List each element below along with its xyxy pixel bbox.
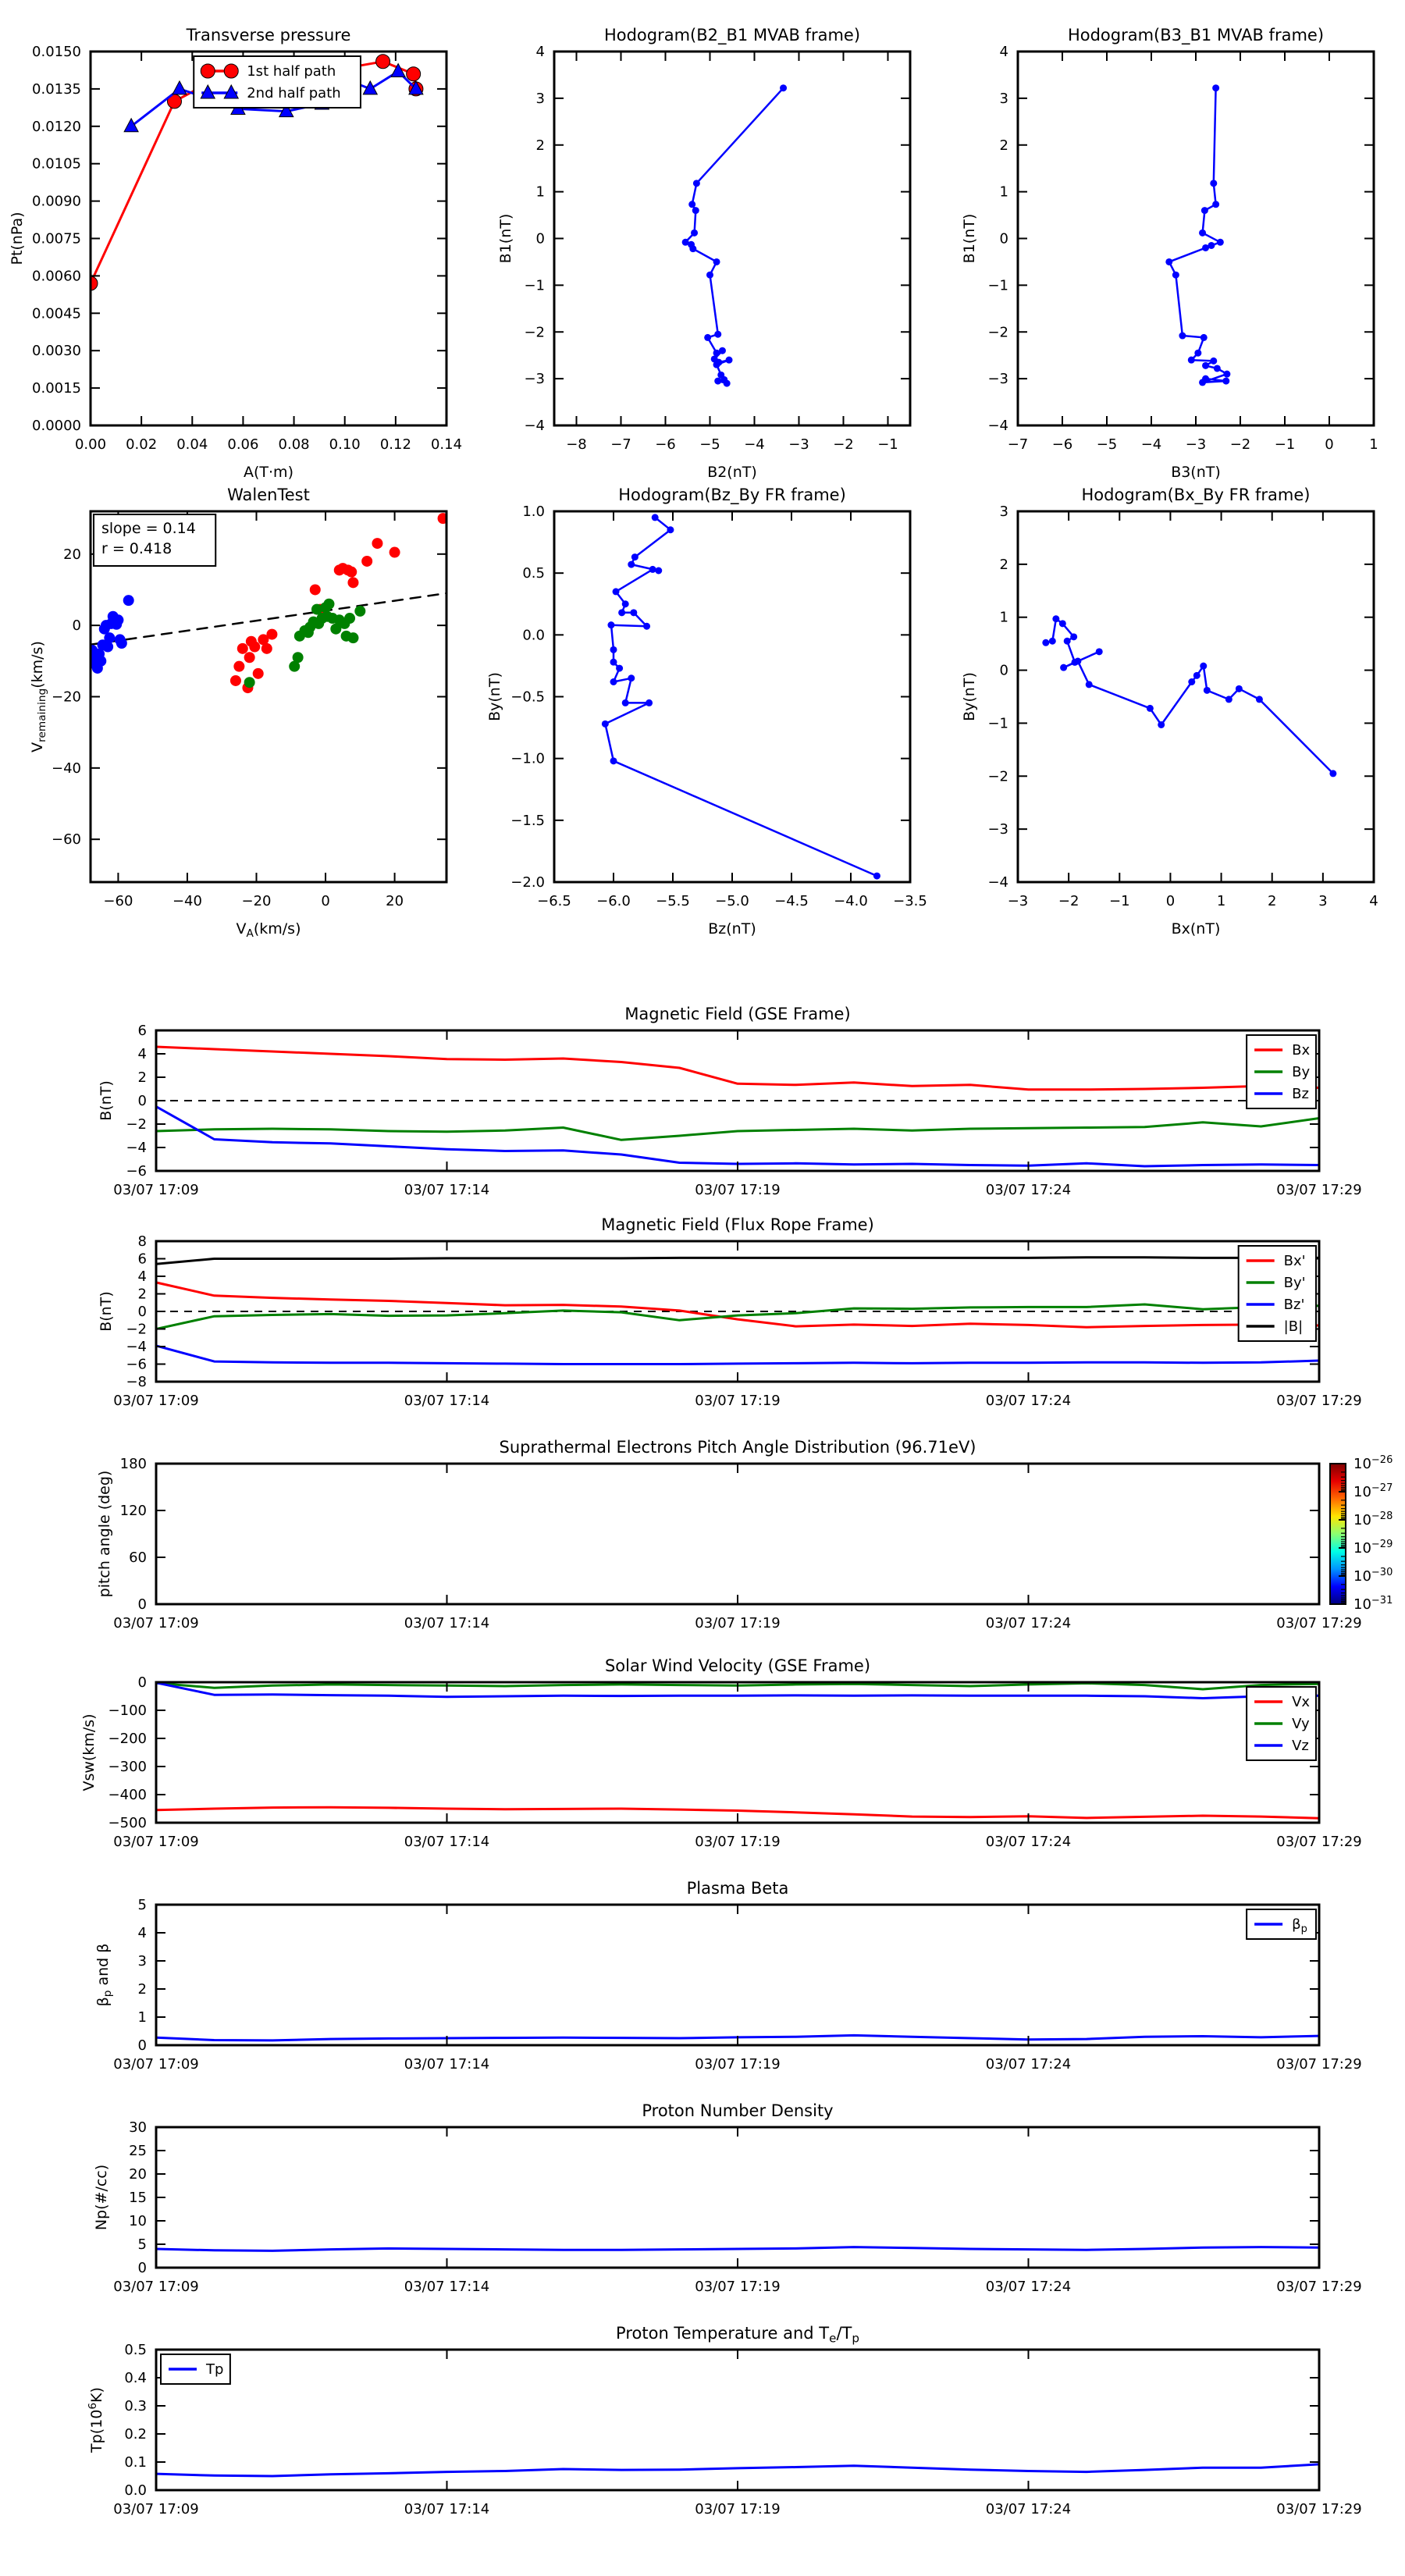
panel-walen-test [8,468,476,956]
magnetic-field-gse-chart [8,982,1405,1201]
svg-text:0.02: 0.02 [126,436,158,453]
svg-text:B(nT): B(nT) [98,1291,115,1332]
svg-text:15: 15 [129,2190,147,2206]
svg-text:−2: −2 [1229,436,1251,453]
svg-text:60: 60 [129,1550,147,1566]
svg-text:Plasma Beta: Plasma Beta [686,1879,789,1898]
svg-text:3: 3 [1318,893,1328,909]
svg-text:5: 5 [137,2236,147,2253]
svg-text:0.12: 0.12 [379,436,411,453]
svg-text:2: 2 [999,137,1008,154]
svg-text:−2: −2 [987,324,1008,341]
svg-text:4: 4 [535,44,545,60]
svg-text:−1: −1 [987,277,1008,294]
svg-text:−6: −6 [655,436,676,453]
svg-text:10−29: $10^{-29}$ [1353,1539,1393,1557]
svg-text:By(nT): By(nT) [961,672,978,721]
panel-pitch-angle-distribution [8,1415,1405,1634]
svg-text:0.0075: 0.0075 [32,230,81,247]
svg-text:1: 1 [999,183,1008,201]
svg-text:−8: −8 [566,436,587,453]
svg-text:4: 4 [1369,893,1378,909]
svg-text:B3(nT): B3(nT) [1171,464,1221,481]
svg-text:−4: −4 [987,418,1008,434]
svg-text:−7: −7 [1007,436,1029,453]
svg-text:4: 4 [137,1268,147,1285]
svg-text:−3: −3 [987,371,1008,388]
svg-text:0: 0 [999,662,1008,679]
svg-text:B1(nT): B1(nT) [961,213,978,264]
svg-text:03/07 17:09: 03/07 17:09 [113,2501,199,2517]
svg-text:0.14: 0.14 [430,436,463,453]
svg-text:−8: −8 [126,1374,147,1390]
panel-plasma-beta [8,1856,1405,2075]
svg-text:−5.5: −5.5 [656,893,690,909]
svg-text:1: 1 [137,2009,147,2026]
svg-text:20: 20 [63,546,81,563]
svg-text:3: 3 [535,90,545,107]
svg-text:4: 4 [999,44,1008,60]
svg-text:r = 0.418: r = 0.418 [101,540,173,557]
svg-text:03/07 17:29: 03/07 17:29 [1276,1834,1362,1850]
svg-text:6: 6 [137,1023,147,1039]
svg-text:0.0150: 0.0150 [32,44,81,60]
svg-text:0.04: 0.04 [176,436,208,453]
panel-transverse-pressure [8,8,476,486]
svg-text:10−28: $10^{-28}$ [1353,1510,1393,1528]
svg-text:−500: −500 [108,1815,147,1831]
plasma-beta-chart [8,1856,1405,2075]
svg-text:−4: −4 [744,436,765,453]
svg-text:03/07 17:19: 03/07 17:19 [695,2279,781,2295]
svg-text:03/07 17:14: 03/07 17:14 [404,2501,490,2517]
svg-text:Bz': Bz' [1283,1297,1305,1313]
svg-text:−6: −6 [126,1163,147,1179]
svg-text:−2: −2 [524,324,545,341]
svg-text:0.5: 0.5 [522,565,545,582]
svg-text:0.0135: 0.0135 [32,80,81,98]
svg-text:03/07 17:14: 03/07 17:14 [404,1834,490,1850]
svg-text:03/07 17:09: 03/07 17:09 [113,2279,199,2295]
svg-text:03/07 17:29: 03/07 17:29 [1276,2279,1362,2295]
svg-text:−2: −2 [126,1321,147,1338]
svg-text:03/07 17:24: 03/07 17:24 [985,1615,1072,1631]
svg-text:Vz: Vz [1292,1738,1309,1754]
svg-text:0: 0 [321,893,330,909]
svg-text:0.3: 0.3 [124,2398,147,2414]
svg-text:−5: −5 [1096,436,1118,453]
svg-text:−4: −4 [987,874,1008,891]
svg-text:Suprathermal Electrons Pitch A: Suprathermal Electrons Pitch Angle Distribution (96.71eV) [499,1438,976,1457]
svg-text:By: By [1292,1064,1311,1080]
svg-text:Np(#/cc): Np(#/cc) [93,2164,110,2231]
svg-text:0.4: 0.4 [124,2370,147,2386]
svg-text:−1: −1 [987,715,1008,732]
svg-text:03/07 17:19: 03/07 17:19 [695,1182,781,1198]
svg-text:Bx(nT): Bx(nT) [1171,920,1221,938]
svg-text:−60: −60 [103,893,133,909]
svg-text:03/07 17:09: 03/07 17:09 [113,1615,199,1631]
svg-text:1: 1 [1369,436,1378,453]
svg-text:03/07 17:19: 03/07 17:19 [695,1615,781,1631]
svg-text:−4: −4 [126,1339,147,1355]
svg-text:slope = 0.14: slope = 0.14 [101,520,196,537]
svg-text:03/07 17:29: 03/07 17:29 [1276,2501,1362,2517]
svg-text:0: 0 [137,1674,147,1691]
walen-test-chart [8,468,476,956]
svg-text:−4.0: −4.0 [834,893,868,909]
svg-text:10−31: $10^{-31}$ [1353,1595,1393,1613]
svg-text:0: 0 [137,1596,147,1613]
svg-text:−6: −6 [1051,436,1073,453]
svg-text:03/07 17:24: 03/07 17:24 [985,2279,1072,2295]
svg-text:03/07 17:14: 03/07 17:14 [404,1393,490,1409]
svg-text:0.0030: 0.0030 [32,343,81,360]
svg-text:03/07 17:09: 03/07 17:09 [113,1393,199,1409]
svg-text:0.0060: 0.0060 [32,268,81,285]
svg-text:−20: −20 [241,893,272,909]
svg-text:A(T·m): A(T·m) [244,464,293,481]
svg-text:1st half path: 1st half path [247,63,336,80]
svg-text:−40: −40 [52,760,81,777]
svg-text:|B|: |B| [1283,1318,1304,1335]
svg-text:−2.0: −2.0 [510,874,545,891]
svg-text:03/07 17:24: 03/07 17:24 [985,1182,1072,1198]
svg-text:B1(nT): B1(nT) [497,213,514,264]
panel-hodogram-bz-by [471,468,940,956]
svg-text:−1: −1 [877,436,898,453]
svg-text:2: 2 [999,556,1008,573]
svg-text:−4.5: −4.5 [774,893,809,909]
svg-text:−1: −1 [524,277,545,294]
svg-text:03/07 17:29: 03/07 17:29 [1276,2056,1362,2073]
svg-text:0.1: 0.1 [124,2454,147,2471]
svg-text:−4: −4 [1140,436,1162,453]
svg-text:10−30: $10^{-30}$ [1353,1567,1393,1585]
svg-text:Transverse pressure: Transverse pressure [186,26,351,44]
svg-text:2: 2 [1267,893,1277,909]
svg-text:−3: −3 [524,371,545,388]
svg-text:03/07 17:29: 03/07 17:29 [1276,1615,1362,1631]
svg-text:03/07 17:24: 03/07 17:24 [985,1834,1072,1850]
svg-text:−3: −3 [1185,436,1207,453]
svg-text:0.0: 0.0 [124,2482,147,2499]
svg-text:Pt(nPa): Pt(nPa) [9,212,26,265]
svg-text:−40: −40 [172,893,202,909]
svg-text:0: 0 [1325,436,1334,453]
svg-text:03/07 17:14: 03/07 17:14 [404,2279,490,2295]
svg-text:Magnetic Field (Flux Rope Fram: Magnetic Field (Flux Rope Frame) [601,1215,874,1234]
panel-magnetic-field-gse [8,982,1405,1201]
svg-text:WalenTest: WalenTest [227,486,310,504]
svg-text:Hodogram(B3_B1 MVAB frame): Hodogram(B3_B1 MVAB frame) [1067,26,1325,44]
svg-text:03/07 17:19: 03/07 17:19 [695,2501,781,2517]
svg-text:2: 2 [137,1981,147,1998]
svg-text:6: 6 [137,1251,147,1268]
svg-text:0: 0 [999,230,1008,247]
svg-text:4: 4 [137,1046,147,1062]
svg-text:Magnetic Field (GSE Frame): Magnetic Field (GSE Frame) [624,1005,851,1023]
svg-text:2: 2 [535,137,545,154]
svg-text:−20: −20 [52,688,81,706]
svg-text:1: 1 [1216,893,1226,909]
svg-text:Vremaining(km/s): $V_{remaining}(km/s)$ [29,641,49,753]
svg-text:By': By' [1283,1275,1306,1291]
svg-text:03/07 17:19: 03/07 17:19 [695,1834,781,1850]
svg-text:1.0: 1.0 [522,503,545,520]
svg-text:0.5: 0.5 [124,2342,147,2358]
svg-text:Vx: Vx [1292,1694,1311,1710]
svg-text:−1: −1 [1274,436,1296,453]
panel-proton-temperature [8,2301,1405,2528]
svg-text:Hodogram(Bz_By FR frame): Hodogram(Bz_By FR frame) [618,486,846,504]
svg-text:−1.5: −1.5 [510,812,545,829]
svg-text:−1.0: −1.0 [510,750,545,767]
svg-text:03/07 17:09: 03/07 17:09 [113,1182,199,1198]
svg-text:Tp: Tp [206,2361,224,2378]
svg-text:30: 30 [129,2119,147,2136]
svg-text:2nd half path: 2nd half path [247,85,341,101]
svg-text:Hodogram(B2_B1 MVAB frame): Hodogram(B2_B1 MVAB frame) [603,26,861,44]
svg-text:−60: −60 [52,831,81,849]
hodogram-b3-b1-chart [935,8,1403,486]
svg-text:4: 4 [137,1925,147,1941]
svg-text:Bx': Bx' [1283,1253,1306,1269]
transverse-pressure-chart [8,8,476,486]
svg-text:−6.0: −6.0 [596,893,631,909]
svg-text:03/07 17:14: 03/07 17:14 [404,1182,490,1198]
svg-text:−4: −4 [126,1140,147,1156]
svg-text:03/07 17:24: 03/07 17:24 [985,2501,1072,2517]
svg-text:03/07 17:09: 03/07 17:09 [113,1834,199,1850]
svg-text:−4: −4 [524,418,545,434]
svg-text:−400: −400 [108,1787,147,1803]
svg-text:0.2: 0.2 [124,2426,147,2443]
svg-text:−3.5: −3.5 [893,893,927,909]
proton-temperature-chart [8,2301,1405,2528]
svg-text:3: 3 [999,90,1008,107]
svg-text:03/07 17:14: 03/07 17:14 [404,2056,490,2073]
svg-text:−0.5: −0.5 [510,688,545,706]
svg-text:VA(km/s): $V_A(km/s)$ [236,920,301,941]
svg-text:180: 180 [119,1456,147,1472]
solar-wind-velocity-chart [8,1634,1405,1852]
svg-text:2: 2 [137,1286,147,1303]
svg-text:0: 0 [137,1093,147,1109]
svg-text:−2: −2 [126,1116,147,1133]
svg-text:0.0015: 0.0015 [32,380,81,397]
svg-text:βp: $\beta_p$ [1292,1916,1307,1935]
svg-text:10−27: $10^{-27}$ [1353,1482,1393,1500]
svg-text:0.08: 0.08 [278,436,310,453]
svg-text:Bz(nT): Bz(nT) [708,920,756,938]
svg-text:10: 10 [129,2213,147,2229]
svg-text:03/07 17:19: 03/07 17:19 [695,2056,781,2073]
svg-text:βp and β: $\beta_p$ and β [94,1943,115,2007]
svg-text:B2(nT): B2(nT) [707,464,757,481]
svg-text:0.06: 0.06 [227,436,259,453]
panel-hodogram-b3-b1 [935,8,1403,486]
svg-text:3: 3 [999,503,1008,520]
svg-text:0: 0 [137,2037,147,2054]
svg-text:0: 0 [535,230,545,247]
svg-text:25: 25 [129,2143,147,2159]
svg-text:0.10: 0.10 [329,436,361,453]
svg-text:0.0000: 0.0000 [32,418,81,434]
svg-text:20: 20 [386,893,404,909]
svg-text:5: 5 [137,1897,147,1913]
svg-text:8: 8 [137,1233,147,1250]
svg-text:03/07 17:14: 03/07 17:14 [404,1615,490,1631]
hodogram-bx-by-chart [935,468,1403,956]
svg-text:0.0105: 0.0105 [32,155,81,173]
magnetic-field-flux-rope-chart [8,1193,1405,1411]
svg-text:03/07 17:24: 03/07 17:24 [985,1393,1072,1409]
svg-text:1: 1 [999,609,1008,626]
svg-text:0: 0 [137,2260,147,2276]
svg-text:0.0045: 0.0045 [32,305,81,322]
svg-text:−1: −1 [1109,893,1130,909]
svg-text:03/07 17:24: 03/07 17:24 [985,2056,1072,2073]
svg-text:2: 2 [137,1069,147,1086]
svg-text:03/07 17:09: 03/07 17:09 [113,2056,199,2073]
svg-text:0: 0 [72,617,81,635]
svg-text:Bz: Bz [1292,1086,1309,1102]
svg-text:−3: −3 [987,821,1008,838]
panel-hodogram-b2-b1 [471,8,940,486]
svg-text:−200: −200 [108,1731,147,1747]
panel-proton-number-density [8,2079,1405,2297]
svg-text:0.00: 0.00 [74,436,107,453]
svg-text:−100: −100 [108,1703,147,1719]
svg-text:−2: −2 [987,768,1008,785]
svg-text:Bx: Bx [1292,1042,1311,1059]
svg-text:Vsw(km/s): Vsw(km/s) [80,1713,98,1791]
svg-text:−2: −2 [833,436,854,453]
panel-solar-wind-velocity [8,1634,1405,1852]
svg-text:03/07 17:19: 03/07 17:19 [695,1393,781,1409]
panel-magnetic-field-flux-rope [8,1193,1405,1411]
svg-text:0.0120: 0.0120 [32,118,81,135]
svg-text:B(nT): B(nT) [98,1080,115,1121]
svg-text:1: 1 [535,183,545,201]
svg-text:Tp(106K): $Tp(10^6K)$ [86,2387,105,2453]
svg-text:−5.0: −5.0 [715,893,749,909]
svg-text:−5: −5 [699,436,720,453]
svg-text:−7: −7 [610,436,631,453]
svg-text:20: 20 [129,2166,147,2183]
svg-text:120: 120 [119,1503,147,1519]
hodogram-bz-by-chart [471,468,940,956]
svg-text:03/07 17:29: 03/07 17:29 [1276,1182,1362,1198]
svg-text:Proton Temperature and Te/Tp: Proton Temperature and $T_e/T_p$ [616,2324,859,2346]
svg-text:−6: −6 [126,1356,147,1373]
svg-text:Vy: Vy [1292,1716,1310,1732]
svg-text:pitch angle (deg): pitch angle (deg) [96,1470,113,1598]
pitch-angle-chart [8,1415,1405,1634]
svg-text:−300: −300 [108,1759,147,1775]
proton-number-density-chart [8,2079,1405,2297]
svg-text:Proton Number Density: Proton Number Density [642,2101,834,2120]
svg-text:10−26: $10^{-26}$ [1353,1454,1393,1472]
svg-text:0.0090: 0.0090 [32,193,81,210]
svg-text:−3: −3 [1007,893,1029,909]
hodogram-b2-b1-chart [471,8,940,486]
svg-text:0: 0 [137,1304,147,1320]
svg-text:3: 3 [137,1953,147,1969]
svg-text:Solar Wind Velocity (GSE Frame: Solar Wind Velocity (GSE Frame) [604,1656,871,1675]
svg-text:Hodogram(Bx_By FR frame): Hodogram(Bx_By FR frame) [1081,486,1311,504]
svg-text:0: 0 [1165,893,1176,909]
svg-text:03/07 17:29: 03/07 17:29 [1276,1393,1362,1409]
svg-text:−2: −2 [1058,893,1080,909]
panel-hodogram-bx-by [935,468,1403,956]
svg-text:−6.5: −6.5 [537,893,571,909]
svg-text:By(nT): By(nT) [486,672,503,721]
svg-text:−3: −3 [788,436,809,453]
svg-text:0.0: 0.0 [522,627,545,644]
